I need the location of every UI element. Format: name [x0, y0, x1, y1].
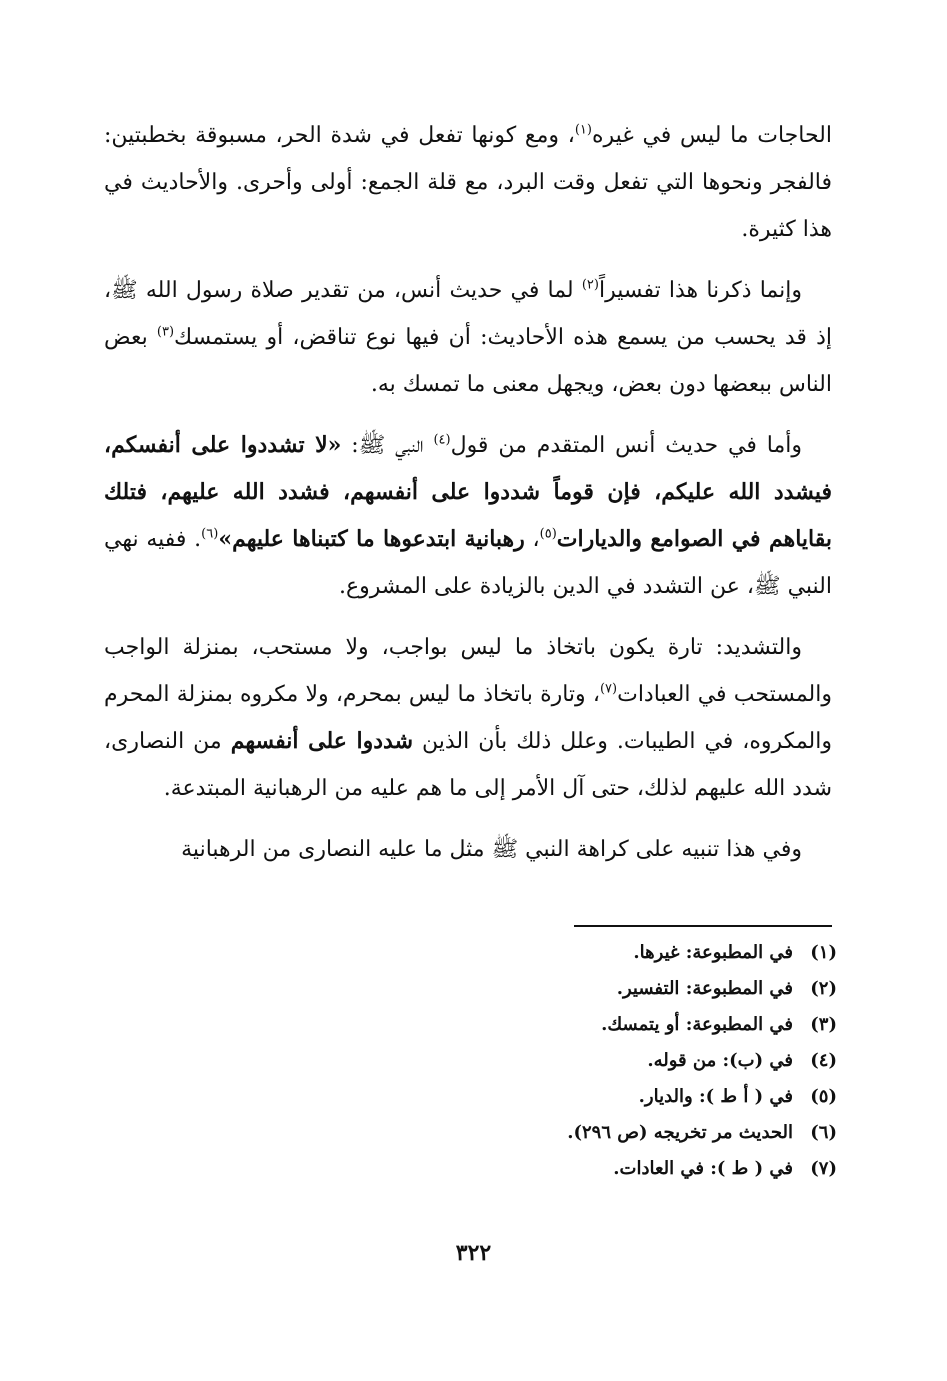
footnote-ref: (٣) [156, 324, 175, 340]
footnote-ref: (١) [574, 122, 592, 138]
footnote-text: في (ب): من قوله. [647, 1050, 793, 1071]
main-text [104, 112, 832, 887]
footnote-divider [574, 925, 832, 927]
footnote-text: في المطبوعة: أو يتمسك. [601, 1014, 793, 1035]
footnote-item [337, 1079, 837, 1115]
footnote-number: (٤) [810, 1050, 837, 1071]
paragraph-2 [104, 267, 832, 408]
emphasis-text: شددوا على أنفسهم [230, 728, 414, 754]
footnote-item [337, 1151, 837, 1187]
hadith-quote: رهبانية ابتدعوها ما كتبناها عليهم» [218, 526, 525, 552]
text-run: ، ومع كونها تفعل في شدة الحر، مسبوقة بخطبتين: فالفجر ونحوها التي تفعل وقت البرد، مع قلة الجمع: أولى وأحرى. والأحاديث في هذا كثيرة. [104, 123, 832, 242]
text-run: وفي هذا تنبيه على كراهة النبي ﷺ مثل ما عليه النصارى من الرهبانية [181, 837, 802, 862]
footnote-item [337, 1115, 837, 1151]
text-run: الحاجات ما ليس في غيره [591, 123, 832, 148]
paragraph-5 [104, 826, 832, 873]
footnote-text: في ( أ ط ): والديار. [638, 1086, 793, 1107]
footnote-item [337, 1007, 837, 1043]
footnote-item [337, 971, 837, 1007]
footnote-number: (١) [810, 942, 837, 963]
footnote-number: (٦) [810, 1122, 837, 1143]
footnote-number: (٥) [810, 1086, 837, 1107]
footnote-text: الحديث مر تخريجه (ص ٢٩٦). [567, 1122, 793, 1143]
footnote-text: في المطبوعة: غيرها. [633, 942, 793, 963]
page-number: ٣٢٢ [455, 1240, 492, 1266]
text-run: وإنما ذكرنا هذا تفسيراً [598, 278, 802, 303]
footnote-ref: (٢) [581, 277, 599, 293]
footnote-text: في المطبوعة: التفسير. [616, 978, 793, 999]
text-run: . ففيه نهي النبي ﷺ، عن التشدد في الدين بالزيادة على المشروع. [104, 527, 832, 599]
footnote-ref: (٤) [433, 432, 451, 448]
footnote-text: في ( ط ): في العادات. [613, 1158, 793, 1179]
text-run: ، وتارة باتخاذ ما ليس بمحرم، ولا مكروه بمنزلة المحرم والمكروه، في الطيبات. وعلل ذلك بأن الذين [104, 682, 832, 754]
paragraph-4 [104, 624, 832, 812]
text-run: ، [524, 527, 540, 552]
text-run: من النصارى، شدد الله عليهم لذلك، حتى آل الأمر إلى ما هم عليه من الرهبانية المبتدعة. [104, 729, 832, 801]
footnote-number: (٧) [810, 1158, 837, 1179]
footnotes [337, 935, 837, 1187]
footnote-item [337, 935, 837, 971]
paragraph-1 [104, 112, 832, 253]
footnote-number: (٢) [810, 978, 837, 999]
paragraph-3 [104, 422, 832, 610]
hadith-quote: «لا تشددوا على أنفسكم، فيشدد الله عليكم، فإن قوماً شددوا على أنفسهم، فشدد الله عليهم، فتلك بقاياهم في الصوامع والديارات [104, 432, 833, 552]
footnote-ref: (٥) [539, 526, 557, 542]
text-run: وأما في حديث أنس المتقدم من قول [450, 433, 803, 458]
text-run: النبي ﷺ: [341, 433, 434, 458]
text-run: لما في حديث أنس، من تقدير صلاة رسول الله ﷺ، إذ قد يحسب من يسمع هذه الأحاديث: أن فيها نوع تناقض، أو يستمسك [104, 278, 833, 350]
text-run: بعض الناس ببعضها دون بعض، ويجهل معنى ما تمسك به. [104, 325, 832, 397]
footnote-number: (٣) [810, 1014, 837, 1035]
text-run: والتشديد: تارة يكون باتخاذ ما ليس بواجب، ولا مستحب، بمنزلة الواجب والمستحب في العبادات [104, 635, 832, 707]
footnote-ref: (٦) [201, 526, 219, 542]
footnote-item [337, 1043, 837, 1079]
footnote-ref: (٧) [599, 681, 618, 697]
